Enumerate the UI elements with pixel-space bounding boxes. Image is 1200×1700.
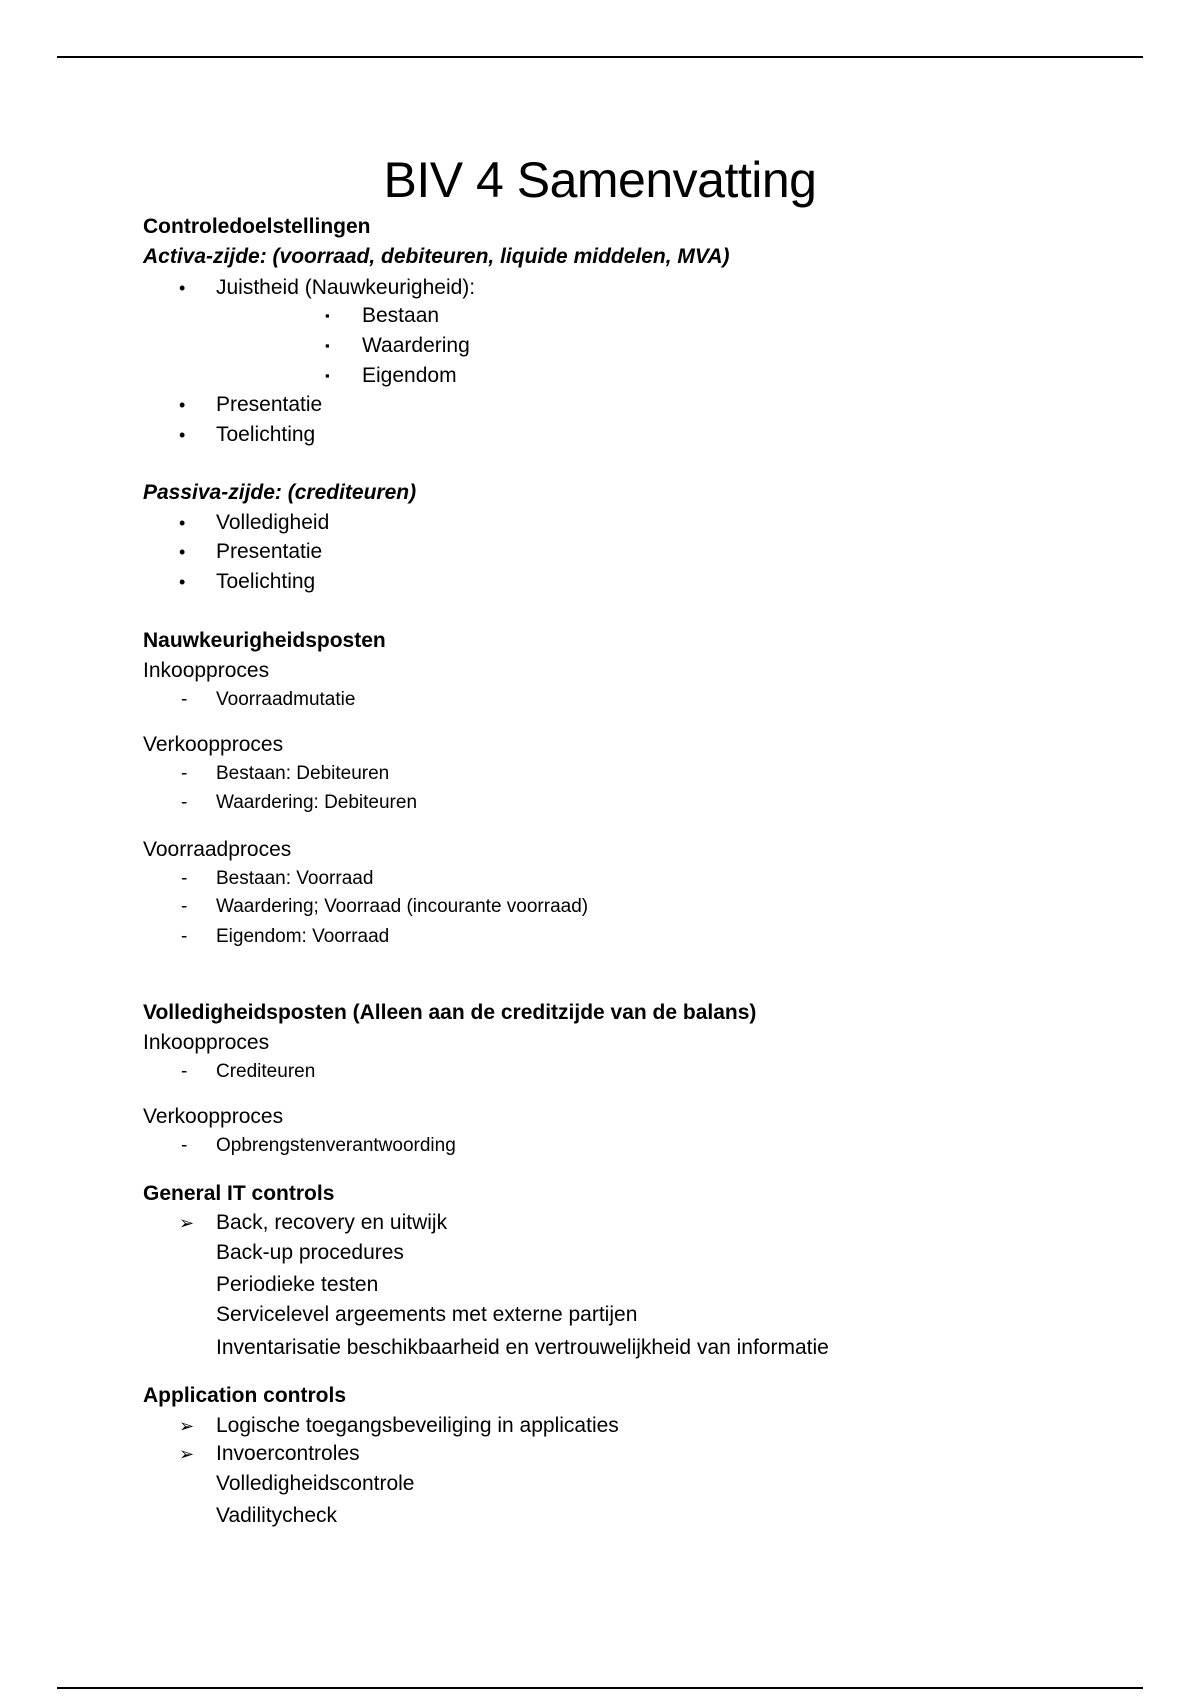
header-rule bbox=[57, 56, 1143, 58]
bullet-icon: • bbox=[179, 542, 186, 562]
list-item-text: Volledigheid bbox=[216, 511, 330, 534]
arrow-bullet-icon: ➢ bbox=[179, 1416, 195, 1436]
list-item-text: Bestaan bbox=[362, 304, 440, 327]
activa-heading: Activa-zijde: (voorraad, debiteuren, liquide middelen, MVA) bbox=[143, 245, 730, 268]
list-item-text: Toelichting bbox=[216, 423, 316, 446]
section-heading-general-it-controls: General IT controls bbox=[143, 1182, 335, 1205]
list-item-text: Opbrengstenverantwoording bbox=[216, 1135, 456, 1156]
list-item-text: Inventarisatie beschikbaarheid en vertrouwelijkheid van informatie bbox=[216, 1336, 829, 1359]
subheading-verkoopproces: Verkoopproces bbox=[143, 733, 284, 756]
list-item-text: Waardering bbox=[362, 334, 470, 357]
dash-bullet-icon: - bbox=[181, 896, 188, 917]
dash-bullet-icon: - bbox=[181, 1135, 188, 1156]
list-item-text: Volledigheidscontrole bbox=[216, 1472, 415, 1495]
list-item-text: Toelichting bbox=[216, 570, 316, 593]
list-item-text: Presentatie bbox=[216, 393, 323, 416]
subheading-inkoopproces: Inkoopproces bbox=[143, 659, 270, 682]
section-heading-nauwkeurigheidsposten: Nauwkeurigheidsposten bbox=[143, 629, 386, 652]
list-item-text: Bestaan: Voorraad bbox=[216, 868, 374, 889]
dash-bullet-icon: - bbox=[181, 792, 188, 813]
dash-bullet-icon: - bbox=[181, 926, 188, 947]
list-item-text: Waardering: Debiteuren bbox=[216, 792, 418, 813]
bullet-icon: • bbox=[179, 278, 186, 298]
section-heading-controledoelstellingen: Controledoelstellingen bbox=[143, 215, 371, 238]
list-item-text: Servicelevel argeements met externe partijen bbox=[216, 1303, 638, 1326]
list-item-text: Voorraadmutatie bbox=[216, 689, 356, 710]
list-item-text: Crediteuren bbox=[216, 1061, 316, 1082]
arrow-bullet-icon: ➢ bbox=[179, 1213, 195, 1233]
dash-bullet-icon: - bbox=[181, 689, 188, 710]
section-heading-volledigheidsposten: Volledigheidsposten (Alleen aan de creditzijde van de balans) bbox=[143, 1001, 757, 1024]
dash-bullet-icon: - bbox=[181, 1061, 188, 1082]
section-heading-application-controls: Application controls bbox=[143, 1384, 347, 1407]
subheading-voorraadproces: Voorraadproces bbox=[143, 838, 292, 861]
subheading-inkoopproces: Inkoopproces bbox=[143, 1031, 270, 1054]
dash-bullet-icon: - bbox=[181, 868, 188, 889]
subheading-verkoopproces: Verkoopproces bbox=[143, 1105, 284, 1128]
bullet-icon: • bbox=[179, 572, 186, 592]
list-item-text: Vadilitycheck bbox=[216, 1504, 337, 1527]
list-item-text: Eigendom: Voorraad bbox=[216, 926, 390, 947]
dash-bullet-icon: - bbox=[181, 763, 188, 784]
footer-rule bbox=[57, 1687, 1143, 1689]
square-bullet-icon: ▪ bbox=[325, 338, 330, 353]
list-item-text: Bestaan: Debiteuren bbox=[216, 763, 390, 784]
list-item-text: Juistheid (Nauwkeurigheid): bbox=[216, 276, 476, 299]
bullet-icon: • bbox=[179, 425, 186, 445]
square-bullet-icon: ▪ bbox=[325, 308, 330, 323]
document-title: BIV 4 Samenvatting bbox=[383, 152, 817, 208]
square-bullet-icon: ▪ bbox=[325, 368, 330, 383]
bullet-icon: • bbox=[179, 513, 186, 533]
list-item-text: Waardering; Voorraad (incourante voorraad) bbox=[216, 896, 589, 917]
list-item-text: Back, recovery en uitwijk bbox=[216, 1211, 448, 1234]
bullet-icon: • bbox=[179, 395, 186, 415]
list-item-text: Presentatie bbox=[216, 540, 323, 563]
list-item-text: Eigendom bbox=[362, 364, 457, 387]
arrow-bullet-icon: ➢ bbox=[179, 1444, 195, 1464]
passiva-heading: Passiva-zijde: (crediteuren) bbox=[143, 481, 417, 504]
list-item-text: Invoercontroles bbox=[216, 1442, 360, 1465]
list-item-text: Back-up procedures bbox=[216, 1241, 404, 1264]
list-item-text: Logische toegangsbeveiliging in applicaties bbox=[216, 1414, 619, 1437]
list-item-text: Periodieke testen bbox=[216, 1273, 379, 1296]
